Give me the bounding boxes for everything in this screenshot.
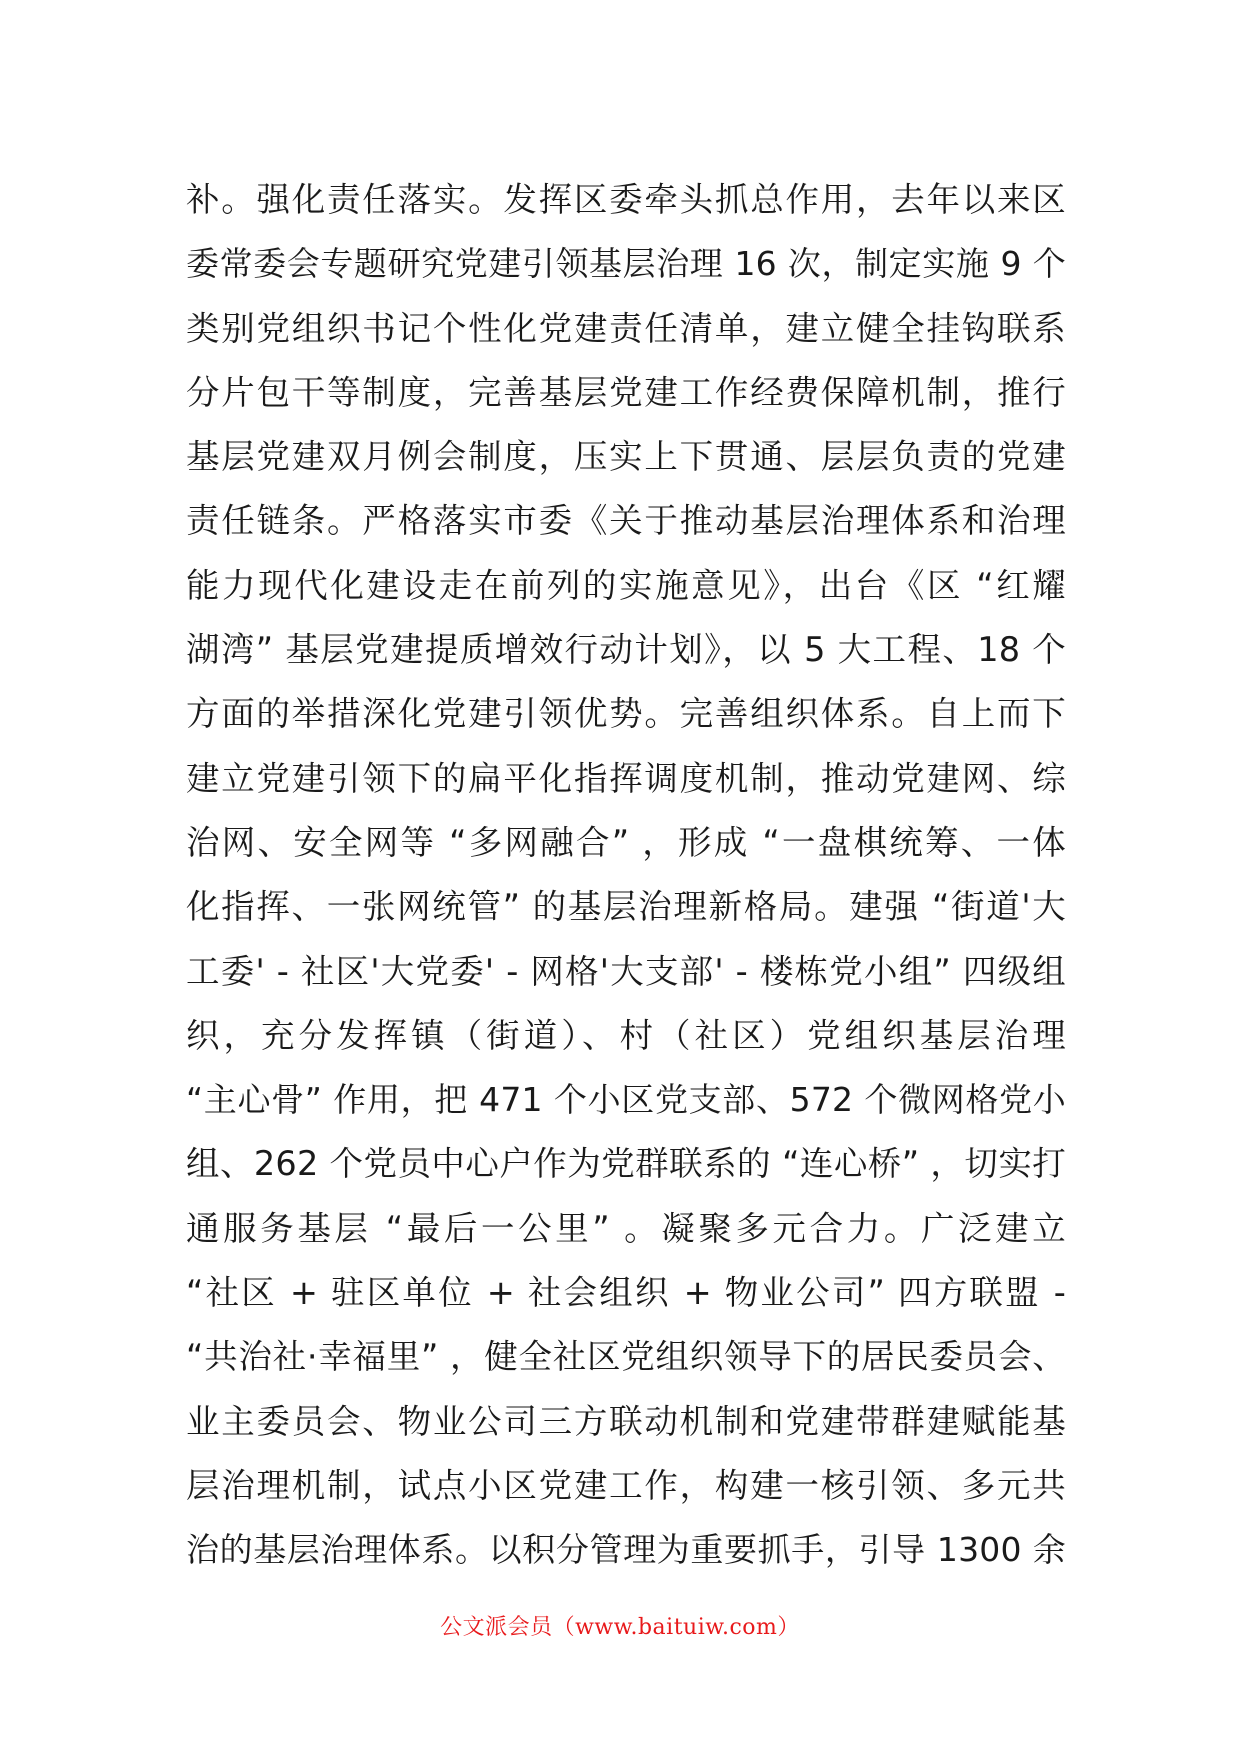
text-line: “共治社·幸福里” ，健全社区党组织领导下的居民委员会、 <box>186 1337 1066 1377</box>
text-line: 组、262 个党员中心户作为党群联系的 “连心桥” ，切实打 <box>186 1144 1066 1184</box>
text-line: 工委' - 社区'大党委' - 网格'大支部' - 楼栋党小组” 四级组 <box>186 951 1066 991</box>
text-line: 类别党组织书记个性化党建责任清单，建立健全挂钩联系 <box>186 308 1066 348</box>
text-line: 通服务基层 “最后一公里” 。凝聚多元合力。广泛建立 <box>186 1208 1066 1248</box>
text-line: 分片包干等制度，完善基层党建工作经费保障机制，推行 <box>186 372 1066 412</box>
footer-watermark: 公文派会员（www.baituiw.com） <box>440 1615 800 1640</box>
text-line: 方面的举措深化党建引领优势。完善组织体系。自上而下 <box>186 694 1066 734</box>
text-line: 业主委员会、物业公司三方联动机制和党建带群建赋能基 <box>186 1401 1066 1441</box>
text-line: 治网、安全网等 “多网融合” ，形成 “一盘棋统筹、一体 <box>186 822 1066 862</box>
text-line: 织，充分发挥镇（街道）、村（社区）党组织基层治理 <box>186 1015 1066 1055</box>
text-line: “主心骨” 作用，把 471 个小区党支部、572 个微网格党小 <box>186 1080 1066 1120</box>
text-line: “社区 + 驻区单位 + 社会组织 + 物业公司” 四方联盟 - <box>186 1273 1066 1313</box>
text-line: 建立党建引领下的扁平化指挥调度机制，推动党建网、综 <box>186 758 1066 798</box>
text-line: 湖湾” 基层党建提质增效行动计划》，以 5 大工程、18 个 <box>186 630 1066 670</box>
text-line: 委常委会专题研究党建引领基层治理 16 次，制定实施 9 个 <box>186 244 1066 284</box>
text-line: 层治理机制，试点小区党建工作，构建一核引领、多元共 <box>186 1465 1066 1505</box>
document-body <box>186 168 1066 1583</box>
text-line: 能力现代化建设走在前列的实施意见》，出台《区 “红耀 <box>186 565 1066 605</box>
text-line: 责任链条。严格落实市委《关于推动基层治理体系和治理 <box>186 501 1066 541</box>
text-line: 补。强化责任落实。发挥区委牵头抓总作用，去年以来区 <box>186 180 1066 219</box>
text-line: 基层党建双月例会制度，压实上下贯通、层层负责的党建 <box>186 437 1066 477</box>
text-line: 化指挥、一张网统管” 的基层治理新格局。建强 “街道'大 <box>186 887 1066 927</box>
text-line: 治的基层治理体系。以积分管理为重要抓手，引导 1300 余 <box>186 1530 1066 1570</box>
